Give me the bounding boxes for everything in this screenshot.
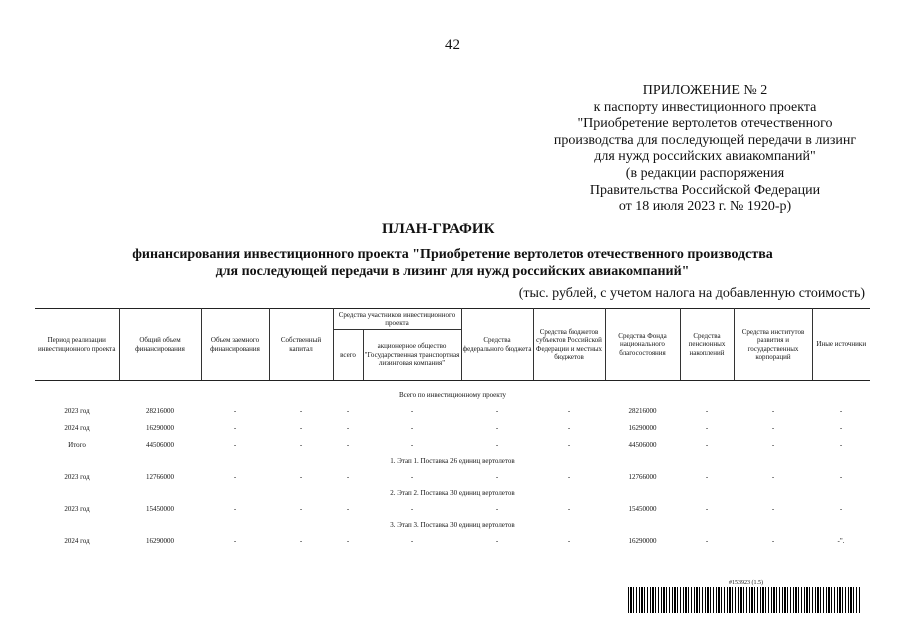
section-title: 2. Этап 2. Поставка 30 единиц вертолетов <box>390 489 515 498</box>
appendix-line: производства для последующей передачи в лизинг <box>553 132 857 148</box>
appendix-line: "Приобретение вертолетов отечественного <box>577 116 833 132</box>
plan-subtitle <box>0 246 905 280</box>
cell-borrowed: - <box>233 424 237 433</box>
appendix-block <box>520 83 890 216</box>
cell-own: - <box>299 537 303 546</box>
cell-other: - <box>839 407 843 416</box>
header-federal: Средства федерального бюджета <box>461 309 533 381</box>
cell-pension: - <box>705 473 709 482</box>
appendix-line: от 18 июля 2023 г. № 1920-р) <box>618 199 792 215</box>
cell-period: 2023 год <box>64 505 90 514</box>
table-row <box>35 501 870 518</box>
header-nwf: Средства Фонда национального благосостояния <box>605 309 680 381</box>
appendix-line: (в редакции распоряжения <box>625 165 785 181</box>
units-note: (тыс. рублей, с учетом налога на добавленную стоимость) <box>518 286 865 301</box>
cell-own: - <box>299 407 303 416</box>
page-number: 42 <box>445 37 460 53</box>
table-row <box>35 420 870 437</box>
cell-borrowed: - <box>233 505 237 514</box>
cell-nwf: 15450000 <box>628 505 657 514</box>
cell-nwf: 44506000 <box>628 441 657 450</box>
cell-pension: - <box>705 505 709 514</box>
cell-borrowed: - <box>233 537 237 546</box>
cell-nwf: 12766000 <box>628 473 657 482</box>
cell-institutes: - <box>771 473 775 482</box>
cell-nwf: 16290000 <box>628 424 657 433</box>
header-other: Иные источники <box>812 309 870 381</box>
cell-borrowed: - <box>233 407 237 416</box>
plan-title: ПЛАН-ГРАФИК <box>382 221 495 237</box>
cell-total: 44506000 <box>146 441 174 450</box>
header-regional: Средства бюджетов субъектов Российской Федерации и местных бюджетов <box>533 309 605 381</box>
barcode-number: #153923 (1.5) <box>729 580 763 586</box>
header-participants: Средства участников инвестиционного проекта <box>333 309 461 330</box>
cell-own: - <box>299 473 303 482</box>
appendix-line: Правительства Российской Федерации <box>589 182 821 198</box>
header-participants-total: всего <box>333 330 363 381</box>
section-title: Всего по инвестиционному проекту <box>398 391 507 400</box>
cell-borrowed: - <box>233 441 237 450</box>
cell-own: - <box>299 441 303 450</box>
cell-part-total: - <box>346 505 350 514</box>
barcode-image <box>628 587 860 613</box>
cell-part-company: - <box>410 407 414 416</box>
cell-part-total: - <box>346 473 350 482</box>
cell-part-total: - <box>346 441 350 450</box>
table-row <box>35 437 870 454</box>
header-total: Общий объем финансирования <box>119 309 201 381</box>
cell-total: 15450000 <box>146 505 174 514</box>
cell-borrowed: - <box>233 473 237 482</box>
cell-other: - <box>839 441 843 450</box>
cell-part-total: - <box>346 537 350 546</box>
plan-subtitle-line: финансирования инвестиционного проекта "Приобретение вертолетов отечественного производства <box>132 247 773 262</box>
cell-other: - <box>839 505 843 514</box>
cell-regional: - <box>567 424 571 433</box>
cell-pension: - <box>705 407 709 416</box>
header-own-capital: Собственный капитал <box>269 309 333 381</box>
cell-institutes: - <box>771 505 775 514</box>
cell-nwf: 16290000 <box>628 537 657 546</box>
cell-federal: - <box>495 424 499 433</box>
cell-period: 2023 год <box>64 473 90 482</box>
appendix-line: к паспорту инвестиционного проекта <box>593 99 817 115</box>
cell-other: -". <box>837 537 845 546</box>
cell-regional: - <box>567 407 571 416</box>
appendix-line: для нужд российских авиакомпаний" <box>594 149 816 165</box>
cell-federal: - <box>495 473 499 482</box>
cell-regional: - <box>567 473 571 482</box>
cell-total: 16290000 <box>146 537 174 546</box>
table-row <box>35 403 870 420</box>
section-title: 3. Этап 3. Поставка 30 единиц вертолетов <box>390 521 515 530</box>
cell-federal: - <box>495 537 499 546</box>
header-institutes: Средства институтов развития и государственных корпораций <box>734 309 812 381</box>
cell-total: 12766000 <box>146 473 174 482</box>
cell-institutes: - <box>771 424 775 433</box>
cell-period: 2024 год <box>64 424 90 433</box>
cell-regional: - <box>567 441 571 450</box>
cell-own: - <box>299 424 303 433</box>
header-period: Период реализации инвестиционного проекта <box>35 309 119 381</box>
cell-part-company: - <box>410 505 414 514</box>
cell-part-total: - <box>346 424 350 433</box>
cell-own: - <box>299 505 303 514</box>
header-borrowed: Объем заемного финансирования <box>201 309 269 381</box>
cell-institutes: - <box>771 441 775 450</box>
cell-federal: - <box>495 407 499 416</box>
cell-other: - <box>839 424 843 433</box>
cell-total: 28216000 <box>146 407 174 416</box>
appendix-line: ПРИЛОЖЕНИЕ № 2 <box>642 83 768 98</box>
cell-period: 2024 год <box>64 537 90 546</box>
cell-institutes: - <box>771 407 775 416</box>
table-row <box>35 533 870 550</box>
cell-regional: - <box>567 505 571 514</box>
cell-period: 2023 год <box>64 407 90 416</box>
section-title: 1. Этап 1. Поставка 26 единиц вертолетов <box>390 457 515 466</box>
header-pension: Средства пенсионных накоплений <box>680 309 734 381</box>
cell-pension: - <box>705 441 709 450</box>
cell-period: Итого <box>68 441 86 450</box>
cell-institutes: - <box>771 537 775 546</box>
cell-total: 16290000 <box>146 424 174 433</box>
cell-part-company: - <box>410 473 414 482</box>
cell-part-company: - <box>410 424 414 433</box>
cell-part-company: - <box>410 537 414 546</box>
cell-pension: - <box>705 537 709 546</box>
cell-part-total: - <box>346 407 350 416</box>
financing-schedule-table <box>35 308 870 550</box>
cell-federal: - <box>495 505 499 514</box>
cell-federal: - <box>495 441 499 450</box>
cell-part-company: - <box>410 441 414 450</box>
header-participants-company: акционерное общество "Государственная транспортная лизинговая компания" <box>363 330 461 381</box>
plan-subtitle-line: для последующей передачи в лизинг для нужд российских авиакомпаний" <box>215 264 690 279</box>
table-row <box>35 469 870 486</box>
cell-other: - <box>839 473 843 482</box>
cell-pension: - <box>705 424 709 433</box>
cell-nwf: 28216000 <box>628 407 657 416</box>
cell-regional: - <box>567 537 571 546</box>
